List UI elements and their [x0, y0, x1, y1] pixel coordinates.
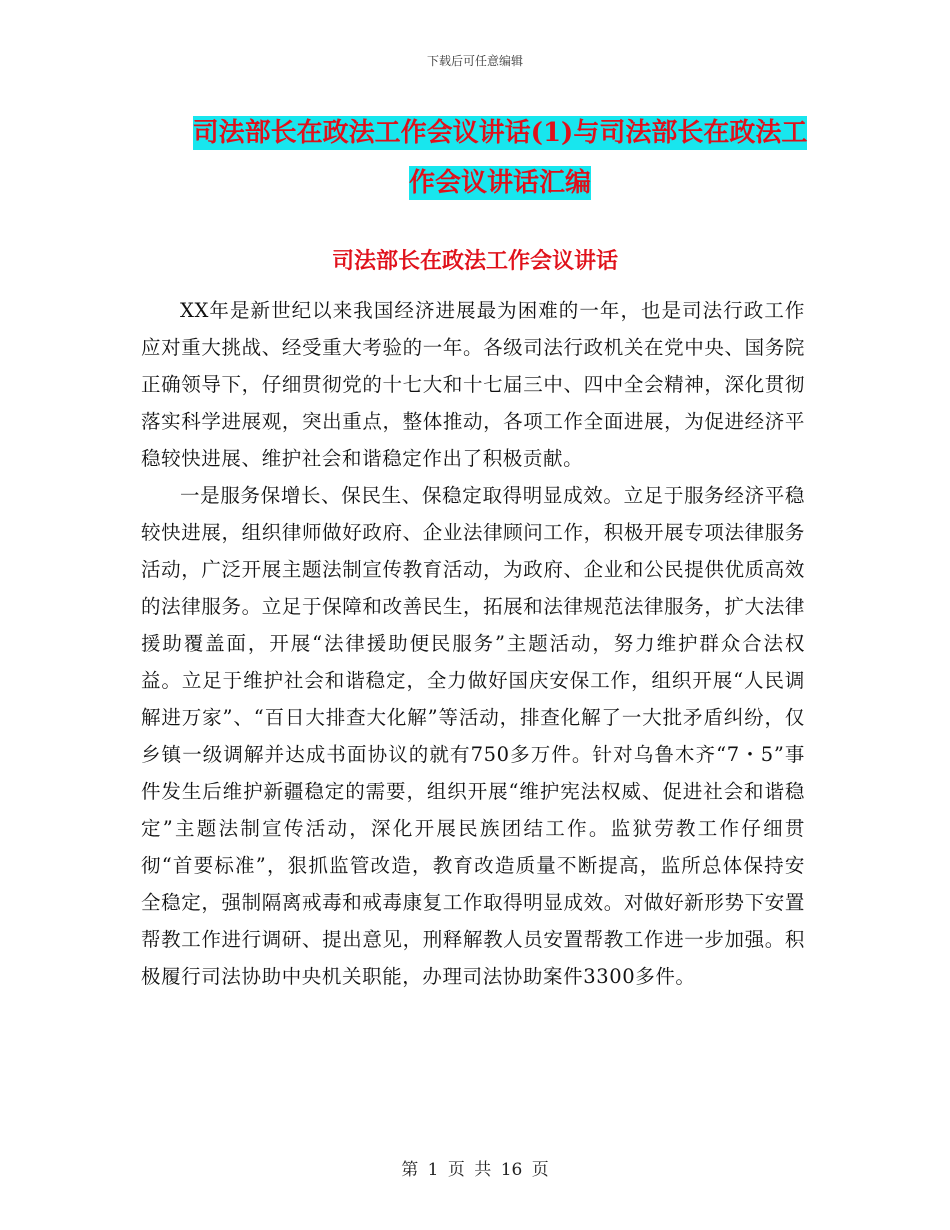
- document-title: [140, 108, 860, 208]
- document-title-line-1: 司法部长在政法工作会议讲话(1)与司法部长在政法工: [192, 118, 808, 148]
- document-title-line-2: 作会议讲话汇编: [408, 168, 591, 198]
- body-paragraph: XX年是新世纪以来我国经济进展最为困难的一年，也是司法行政工作应对重大挑战、经受重大考验的一年。各级司法行政机关在党中央、国务院正确领导下，仔细贯彻党的十七大和十七届三中、四中全会精神，深化贯彻落实科学进展观，突出重点，整体推动，各项工作全面进展，为促进经济平稳较快进展、维护社会和谐稳定作出了积极贡献。: [141, 299, 805, 470]
- page-header-note: 下载后可任意编辑: [426, 54, 523, 68]
- body-paragraph: 一是服务保增长、保民生、保稳定取得明显成效。立足于服务经济平稳较快进展，组织律师做好政府、企业法律顾问工作，积极开展专项法律服务活动，广泛开展主题法制宣传教育活动，为政府、企业和公民提供优质高效的法律服务。立足于保障和改善民生，拓展和法律规范法律服务，扩大法律援助覆盖面，开展“法律援助便民服务”主题活动，努力维护群众合法权益。立足于维护社会和谐稳定，全力做好国庆安保工作，组织开展“人民调解进万家”、“百日大排查大化解”等活动，排查化解了一大批矛盾纠纷，仅乡镇一级调解并达成书面协议的就有750多万件。针对乌鲁木齐“7・5”事件发生后维护新疆稳定的需要，组织开展“维护宪法权威、促进社会和谐稳定”主题法制宣传活动，深化开展民族团结工作。监狱劳教工作仔细贯彻“首要标准”，狠抓监管改造，教育改造质量不断提高，监所总体保持安全稳定，强制隔离戒毒和戒毒康复工作取得明显成效。对做好新形势下安置帮教工作进行调研、提出意见，刑释解教人员安置帮教工作进一步加强。积极履行司法协助中央机关职能，办理司法协助案件3300多件。: [141, 484, 805, 988]
- section-title: 司法部长在政法工作会议讲话: [331, 248, 618, 274]
- page-number-footer: 第 1 页 共 16 页: [401, 1160, 549, 1180]
- document-body: [141, 292, 805, 995]
